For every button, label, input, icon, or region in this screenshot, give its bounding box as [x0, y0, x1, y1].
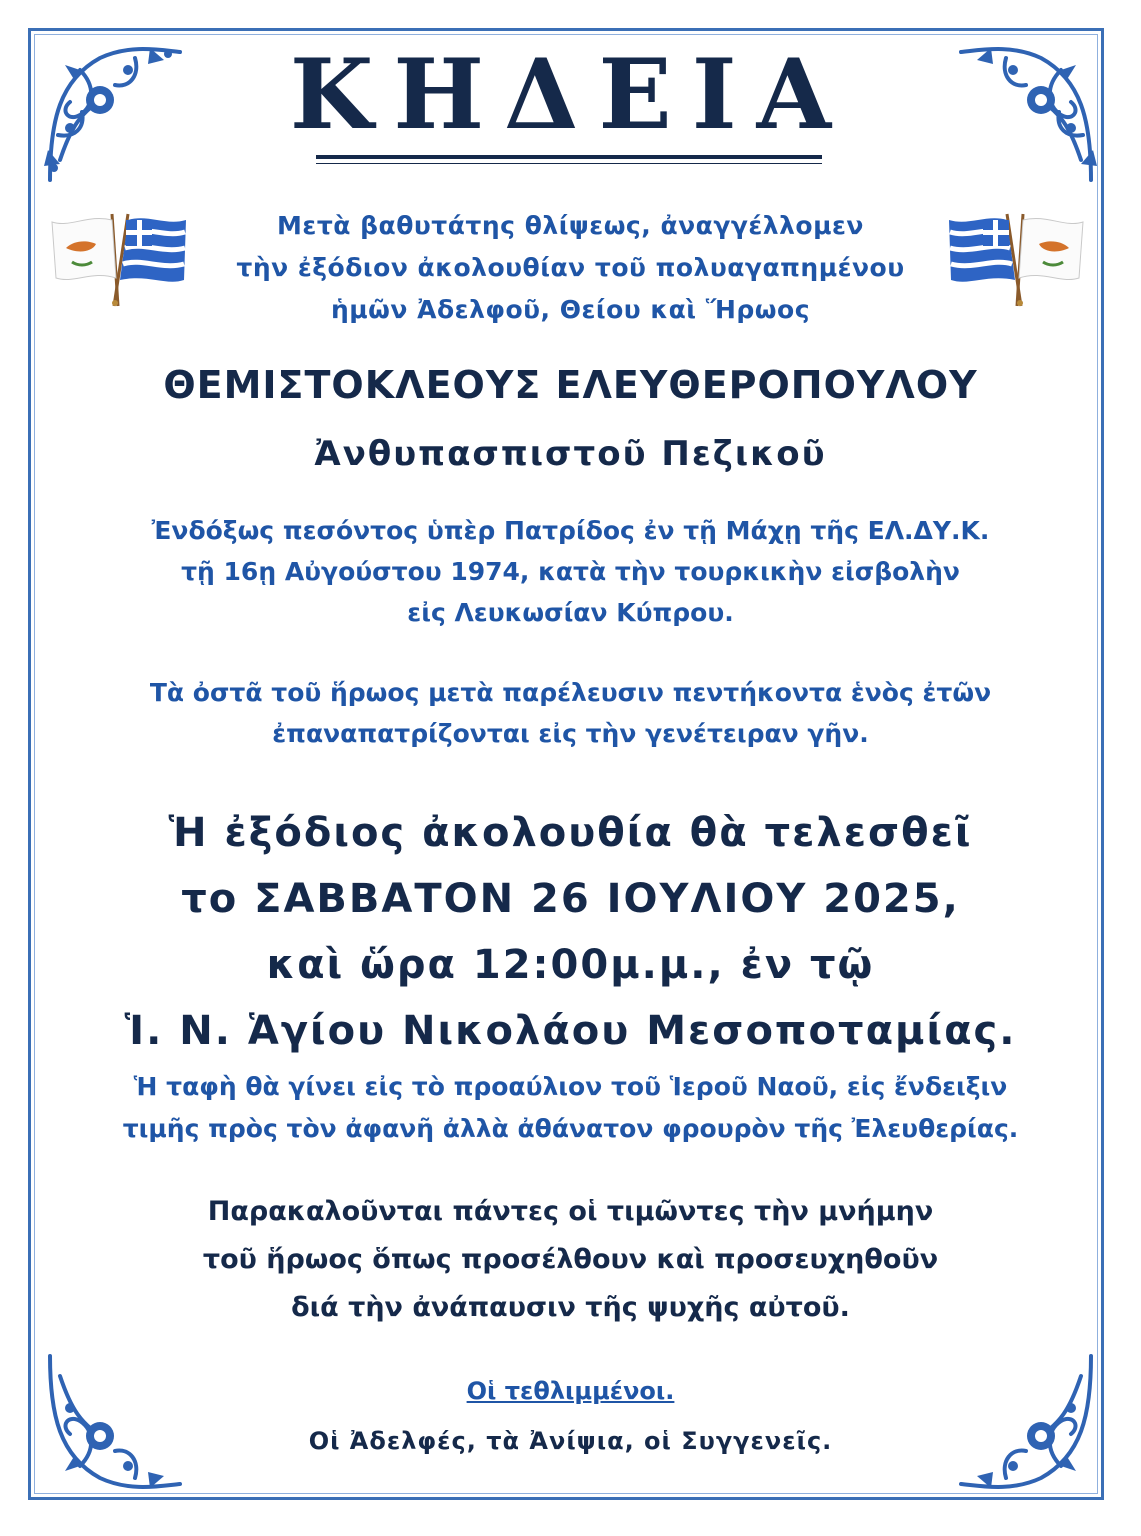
deceased-rank: Ἀνθυπασπιστοῦ Πεζικοῦ [314, 434, 827, 474]
corner-ornament-icon [951, 1346, 1101, 1496]
title-underline-thin [316, 163, 822, 164]
intro-line: Μετὰ βαθυτάτης θλίψεως, ἀναγγέλλομεν [277, 211, 864, 240]
repatriation-text [0, 672, 1141, 754]
service-time: καὶ ὥρα 12:00μ.μ., ἐν τῷ [266, 942, 875, 988]
intro-line: ἡμῶν Ἀδελφοῦ, Θείου καὶ Ἥρωος [330, 295, 811, 324]
fallen-line: τῇ 16ῃ Αὐγούστου 1974, κατὰ τὴν τουρκικὴν εἰσβολὴν [181, 557, 960, 586]
burial-line: Ἡ ταφὴ θὰ γίνει εἰς τὸ προαύλιον τοῦ Ἱεροῦ Ναοῦ, εἰς ἔνδειξιν [133, 1072, 1008, 1101]
repatriation-line: ἐπαναπατρίζονται εἰς τὴν γενέτειραν γῆν. [272, 719, 869, 748]
deceased-name: ΘΕΜΙΣΤΟΚΛΕΟΥΣ ΕΛΕΥΘΕΡΟΠΟΥΛΟΥ [163, 363, 978, 407]
fallen-line: Ἐνδόξως πεσόντος ὑπὲρ Πατρίδος ἐν τῇ Μάχῃ τῆς ΕΛ.ΔΥ.Κ. [151, 516, 990, 545]
invitation-line: διά τὴν ἀνάπαυσιν τῆς ψυχῆς αὐτοῦ. [291, 1292, 850, 1323]
invitation-line: Παρακαλοῦνται πάντες οἱ τιμῶντες τὴν μνήμην [207, 1196, 934, 1227]
service-date: το ΣΑΒΒΑΤΟΝ 26 ΙΟΥΛΙΟΥ 2025, [181, 876, 960, 922]
invitation-text [0, 1188, 1141, 1332]
service-details [0, 800, 1141, 1064]
title-underline [316, 155, 822, 159]
burial-line: τιμῆς πρὸς τὸν ἀφανῆ ἀλλὰ ἀθάνατον φρουρὸν τῆς Ἐλευθερίας. [122, 1114, 1019, 1143]
service-line: Ἡ ἐξόδιος ἀκολουθία θὰ τελεσθεῖ [168, 810, 973, 856]
burial-text [0, 1066, 1141, 1150]
corner-ornament-icon [40, 1346, 190, 1496]
service-church: Ἱ. Ν. Ἁγίου Νικολάου Μεσοποταμίας. [124, 1008, 1017, 1054]
fallen-text [0, 510, 1141, 633]
intro-line: τὴν ἐξόδιον ἀκολουθίαν τοῦ πολυαγαπημένου [236, 253, 905, 282]
repatriation-line: Τὰ ὀστᾶ τοῦ ἥρωος μετὰ παρέλευσιν πεντήκοντα ἑνὸς ἐτῶν [149, 678, 992, 707]
invitation-line: τοῦ ἥρωος ὅπως προσέλθουν καὶ προσευχηθοῦν [202, 1244, 939, 1275]
intro-text [0, 205, 1141, 331]
mourners-heading: Οἱ τεθλιμμένοι. [466, 1377, 675, 1405]
fallen-line: εἰς Λευκωσίαν Κύπρου. [407, 598, 734, 627]
page-title: ΚΗΔΕΙΑ [289, 38, 852, 151]
mourners-list: Οἱ Ἀδελφές, τὰ Ἀνίψια, οἱ Συγγενεῖς. [308, 1427, 833, 1455]
